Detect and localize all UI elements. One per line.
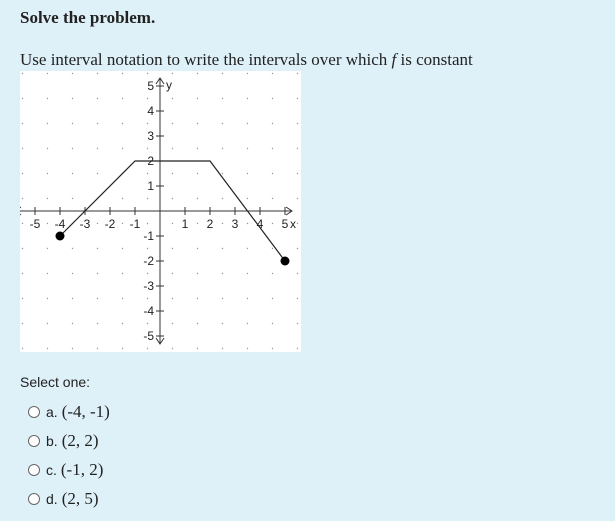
grid-dot bbox=[72, 123, 73, 124]
grid-dot bbox=[47, 298, 48, 299]
grid-dot bbox=[247, 123, 248, 124]
grid-dot bbox=[22, 73, 23, 74]
grid-dot bbox=[247, 73, 248, 74]
grid-dot bbox=[197, 298, 198, 299]
answer-options bbox=[28, 397, 110, 513]
grid-dot bbox=[197, 198, 198, 199]
grid-dot bbox=[22, 223, 23, 224]
grid-dot bbox=[22, 173, 23, 174]
select-one-label: Select one: bbox=[20, 374, 91, 390]
y-tick-label: 3 bbox=[147, 129, 154, 143]
grid-dot bbox=[47, 98, 48, 99]
x-tick-label: -5 bbox=[29, 217, 41, 231]
grid-dot bbox=[297, 298, 298, 299]
question-prompt bbox=[20, 50, 473, 70]
grid-dot bbox=[172, 298, 173, 299]
grid-dot bbox=[122, 273, 123, 274]
x-tick-label: 2 bbox=[206, 217, 214, 231]
grid-dot bbox=[147, 73, 148, 74]
y-tick-label: -5 bbox=[143, 329, 154, 343]
grid-dot bbox=[272, 148, 273, 149]
grid-dot bbox=[122, 223, 123, 224]
option-a-letter: a. bbox=[46, 403, 58, 420]
option-a[interactable] bbox=[28, 397, 110, 426]
y-tick-label: 2 bbox=[147, 154, 154, 168]
x-tick-label: 3 bbox=[231, 217, 239, 231]
grid-dot bbox=[147, 348, 148, 349]
grid-dot bbox=[97, 298, 98, 299]
grid-dot bbox=[97, 173, 98, 174]
grid-dot bbox=[47, 73, 48, 74]
x-axis-label: x bbox=[290, 217, 296, 231]
grid-dot bbox=[122, 98, 123, 99]
grid-dot bbox=[97, 123, 98, 124]
grid-dot bbox=[297, 273, 298, 274]
grid-dot bbox=[297, 248, 298, 249]
y-tick-label: -3 bbox=[143, 279, 154, 293]
grid-dot bbox=[122, 198, 123, 199]
grid-dot bbox=[272, 123, 273, 124]
grid-dot bbox=[247, 173, 248, 174]
grid-dot bbox=[72, 248, 73, 249]
grid-dot bbox=[197, 348, 198, 349]
grid-dot bbox=[297, 323, 298, 324]
radio-b[interactable] bbox=[28, 435, 40, 447]
option-d-text: (2, 5) bbox=[61, 488, 99, 508]
grid-dot bbox=[222, 73, 223, 74]
option-b-text: (2, 2) bbox=[61, 430, 99, 450]
radio-a[interactable] bbox=[28, 406, 40, 418]
grid-dot bbox=[172, 123, 173, 124]
prompt-prefix: Use interval notation to write the intervals over which bbox=[20, 50, 392, 69]
grid-dot bbox=[122, 73, 123, 74]
grid-dot bbox=[97, 73, 98, 74]
grid-dot bbox=[22, 98, 23, 99]
grid-dot bbox=[72, 323, 73, 324]
grid-dot bbox=[272, 248, 273, 249]
grid-dot bbox=[222, 173, 223, 174]
grid-dot bbox=[122, 148, 123, 149]
option-c-text: (-1, 2) bbox=[60, 459, 104, 479]
y-tick-label: 5 bbox=[147, 79, 154, 93]
grid-dot bbox=[197, 223, 198, 224]
grid-dot bbox=[222, 198, 223, 199]
grid-dot bbox=[297, 223, 298, 224]
grid-dot bbox=[172, 323, 173, 324]
grid-dot bbox=[272, 348, 273, 349]
grid-dot bbox=[247, 248, 248, 249]
y-tick-label: 4 bbox=[147, 104, 154, 118]
grid-dot bbox=[47, 348, 48, 349]
grid-dot bbox=[47, 148, 48, 149]
grid-dot bbox=[172, 348, 173, 349]
grid-dot bbox=[22, 123, 23, 124]
grid-dot bbox=[147, 298, 148, 299]
grid-dot bbox=[97, 273, 98, 274]
grid-dot bbox=[222, 223, 223, 224]
radio-c[interactable] bbox=[28, 464, 40, 476]
grid-dot bbox=[147, 323, 148, 324]
grid-dot bbox=[272, 273, 273, 274]
x-tick-label: -1 bbox=[129, 217, 141, 231]
grid-dot bbox=[72, 273, 73, 274]
y-tick-label: -1 bbox=[143, 229, 154, 243]
prompt-variable: f bbox=[391, 50, 397, 69]
x-tick-label: -3 bbox=[79, 217, 91, 231]
grid-dot bbox=[47, 223, 48, 224]
grid-dot bbox=[172, 198, 173, 199]
grid-dot bbox=[172, 173, 173, 174]
grid-dot bbox=[22, 323, 23, 324]
grid-dot bbox=[172, 248, 173, 249]
grid-dot bbox=[197, 123, 198, 124]
y-tick-label: -4 bbox=[143, 304, 154, 318]
grid-dot bbox=[147, 273, 148, 274]
graph-svg bbox=[20, 71, 301, 352]
option-c-letter: c. bbox=[46, 461, 57, 478]
grid-dot bbox=[172, 73, 173, 74]
grid-dot bbox=[97, 248, 98, 249]
option-c[interactable] bbox=[28, 455, 110, 484]
option-d[interactable] bbox=[28, 484, 110, 513]
grid-dot bbox=[247, 298, 248, 299]
grid-dot bbox=[22, 273, 23, 274]
grid-dot bbox=[297, 148, 298, 149]
grid-dot bbox=[147, 123, 148, 124]
question-title: Solve the problem. bbox=[20, 8, 156, 27]
grid-dot bbox=[97, 148, 98, 149]
grid-dot bbox=[72, 298, 73, 299]
grid-dot bbox=[272, 323, 273, 324]
grid-dot bbox=[247, 98, 248, 99]
y-tick-label: -2 bbox=[143, 254, 154, 268]
endpoint-dot bbox=[281, 257, 290, 266]
grid-dot bbox=[222, 273, 223, 274]
grid-dot bbox=[122, 298, 123, 299]
grid-dot bbox=[147, 223, 148, 224]
grid-dot bbox=[272, 98, 273, 99]
grid-dot bbox=[97, 98, 98, 99]
grid-dot bbox=[147, 248, 148, 249]
grid-dot bbox=[297, 73, 298, 74]
x-tick-label: -4 bbox=[54, 217, 66, 231]
grid-dot bbox=[122, 248, 123, 249]
grid-dot bbox=[22, 248, 23, 249]
grid-dot bbox=[222, 148, 223, 149]
grid-dot bbox=[22, 148, 23, 149]
x-tick-label: 1 bbox=[181, 217, 189, 231]
grid-dot bbox=[247, 348, 248, 349]
grid-dot bbox=[47, 173, 48, 174]
grid-dot bbox=[172, 273, 173, 274]
grid-dot bbox=[222, 248, 223, 249]
grid-dot bbox=[247, 273, 248, 274]
grid-dot bbox=[172, 223, 173, 224]
grid-dot bbox=[72, 73, 73, 74]
radio-d[interactable] bbox=[28, 493, 40, 505]
option-b[interactable] bbox=[28, 426, 110, 455]
grid-dot bbox=[47, 323, 48, 324]
grid-dot bbox=[247, 198, 248, 199]
option-a-text: (-4, -1) bbox=[61, 401, 110, 421]
grid-dot bbox=[197, 98, 198, 99]
grid-dot bbox=[147, 198, 148, 199]
grid-dot bbox=[147, 173, 148, 174]
prompt-suffix: is constant bbox=[396, 50, 473, 69]
grid-dot bbox=[222, 298, 223, 299]
grid-dot bbox=[172, 98, 173, 99]
grid-dot bbox=[222, 98, 223, 99]
grid-dot bbox=[197, 173, 198, 174]
grid-dot bbox=[122, 348, 123, 349]
grid-dot bbox=[297, 348, 298, 349]
grid-dot bbox=[147, 148, 148, 149]
grid-dot bbox=[197, 73, 198, 74]
grid-dot bbox=[47, 198, 48, 199]
grid-dot bbox=[222, 323, 223, 324]
y-tick-label: 1 bbox=[147, 179, 154, 193]
grid-dot bbox=[247, 323, 248, 324]
grid-dot bbox=[197, 273, 198, 274]
grid-dot bbox=[297, 198, 298, 199]
grid-dot bbox=[172, 148, 173, 149]
grid-dot bbox=[297, 98, 298, 99]
grid-dot bbox=[22, 198, 23, 199]
grid-dot bbox=[72, 148, 73, 149]
grid-dot bbox=[272, 198, 273, 199]
grid-dot bbox=[97, 323, 98, 324]
grid-dot bbox=[147, 98, 148, 99]
x-tick-label: 4 bbox=[256, 217, 264, 231]
grid-dot bbox=[122, 123, 123, 124]
grid-dot bbox=[272, 173, 273, 174]
grid-dot bbox=[72, 98, 73, 99]
x-tick-label: -2 bbox=[104, 217, 116, 231]
grid-dot bbox=[272, 298, 273, 299]
grid-dot bbox=[197, 248, 198, 249]
endpoint-dot bbox=[56, 232, 65, 241]
grid-dot bbox=[197, 323, 198, 324]
grid-dot bbox=[72, 348, 73, 349]
option-b-letter: b. bbox=[46, 432, 58, 449]
grid-dot bbox=[97, 223, 98, 224]
grid-dot bbox=[22, 348, 23, 349]
grid-dot bbox=[197, 148, 198, 149]
grid-dot bbox=[247, 148, 248, 149]
grid-dot bbox=[222, 123, 223, 124]
grid-dot bbox=[297, 173, 298, 174]
grid-dot bbox=[22, 298, 23, 299]
grid-dot bbox=[297, 123, 298, 124]
grid-dot bbox=[247, 223, 248, 224]
grid-dot bbox=[47, 248, 48, 249]
grid-dot bbox=[222, 348, 223, 349]
function-graph bbox=[20, 71, 301, 352]
grid-dot bbox=[97, 348, 98, 349]
grid-dot bbox=[272, 223, 273, 224]
grid-dot bbox=[122, 323, 123, 324]
option-d-letter: d. bbox=[46, 490, 58, 507]
grid-dot bbox=[272, 73, 273, 74]
grid-dot bbox=[72, 173, 73, 174]
grid-dot bbox=[47, 123, 48, 124]
grid-dot bbox=[72, 198, 73, 199]
x-tick-label: 5 bbox=[281, 217, 289, 231]
y-axis-label: y bbox=[166, 78, 172, 92]
grid-dot bbox=[47, 273, 48, 274]
